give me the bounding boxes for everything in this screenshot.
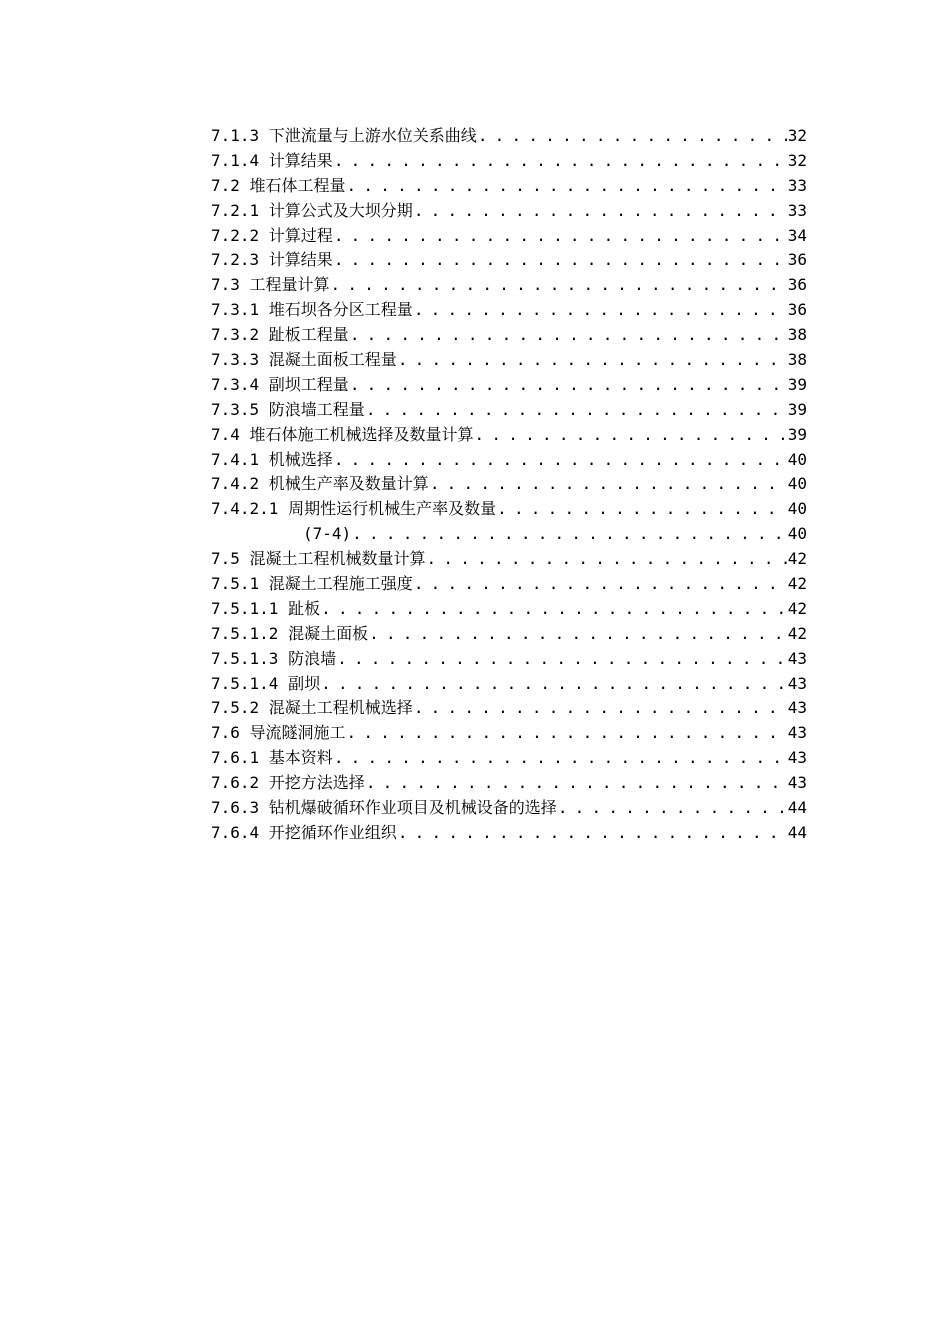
toc-entry[interactable] [211,522,807,547]
toc-page-number: 32 [787,126,807,145]
toc-entry[interactable] [211,224,807,249]
toc-page-number: 39 [787,374,807,394]
toc-dot-leader [347,174,787,199]
toc-entry[interactable] [211,572,807,597]
toc-page-number: 42 [787,623,807,643]
toc-page-number: 33 [787,175,807,195]
toc-dot-leader [334,746,787,771]
toc-entry-label: 7.1.4 计算结果 [211,150,333,170]
toc-entry[interactable] [211,796,807,821]
toc-entry[interactable] [211,821,807,846]
toc-entry[interactable] [211,497,807,522]
toc-page-number: 44 [787,822,807,842]
toc-entry-label: 7.4.2 机械生产率及数量计算 [211,474,429,494]
toc-page-number: 40 [787,474,807,494]
toc-page-number: 43 [787,648,807,668]
toc-entry-label: 7.2.1 计算公式及大坝分期 [211,200,413,220]
toc-page-number: 43 [787,673,807,693]
toc-page-number: 33 [787,200,807,220]
toc-entry-label: 7.2 堆石体工程量 [211,175,346,195]
toc-entry[interactable] [211,647,807,672]
toc-entry-label: 7.3.5 防浪墙工程量 [211,399,365,419]
toc-page-number: 43 [787,773,807,793]
toc-dot-leader [347,721,787,746]
toc-entry-label: 7.6 导流隧洞施工 [211,723,346,743]
toc-dot-leader [350,373,787,398]
toc-entry[interactable] [211,348,807,373]
toc-entry[interactable] [211,199,807,224]
toc-entry-label: 7.5.1 混凝土工程施工强度 [211,574,413,594]
toc-page-number: 36 [787,300,807,320]
toc-page-number: 42 [787,549,807,569]
toc-page-number: 44 [787,798,807,818]
toc-entry-label: 7.3 工程量计算 [211,275,330,295]
toc-entry-label: 7.5 混凝土工程机械数量计算 [211,549,426,569]
toc-dot-leader [321,672,787,697]
toc-dot-leader [350,323,787,348]
toc-entry-label: 7.5.1.2 混凝土面板 [211,623,369,643]
toc-dot-leader [334,448,787,473]
toc-page-number: 38 [787,325,807,345]
toc-dot-leader [334,248,787,273]
toc-entry[interactable] [211,746,807,771]
toc-entry-label: 7.6.1 基本资料 [211,748,333,768]
toc-entry-label: 7.3.3 混凝土面板工程量 [211,350,397,370]
toc-dot-leader [334,149,787,174]
toc-dot-leader [334,224,787,249]
toc-entry[interactable] [211,124,807,149]
toc-entry[interactable] [211,373,807,398]
toc-entry-label: 7.3.4 副坝工程量 [211,374,349,394]
toc-page-number: 43 [787,723,807,743]
toc-entry-label: 7.2.3 计算结果 [211,250,333,270]
toc-dot-leader [321,597,787,622]
toc-page-number: 38 [787,350,807,370]
toc-entry-label: 7.5.1.1 趾板 [211,598,321,618]
toc-entry[interactable] [211,448,807,473]
toc-page-number: 43 [787,698,807,718]
toc-entry-label: 7.5.1.4 副坝 [211,673,321,693]
toc-dot-leader [414,696,787,721]
toc-entry[interactable] [211,423,807,448]
toc-page-number: 42 [787,574,807,594]
toc-page-number: 39 [787,399,807,419]
toc-entry[interactable] [211,696,807,721]
toc-page-number: 36 [787,250,807,270]
toc-dot-leader [558,796,787,821]
toc-entry[interactable] [211,174,807,199]
toc-entry-label: 7.1.3 下泄流量与上游水位关系曲线 [211,126,477,145]
toc-page-number: 36 [787,275,807,295]
toc-entry[interactable] [211,721,807,746]
toc-entry-label: 7.3.2 趾板工程量 [211,325,349,345]
toc-entry[interactable] [211,323,807,348]
toc-entry-label: 7.6.2 开挖方法选择 [211,773,365,793]
table-of-contents [211,124,807,846]
toc-entry[interactable] [211,298,807,323]
toc-dot-leader [337,647,787,672]
toc-entry-label: 7.5.1.3 防浪墙 [211,648,337,668]
toc-dot-leader [414,572,787,597]
toc-entry[interactable] [211,672,807,697]
toc-dot-leader [497,497,787,522]
toc-dot-leader [331,273,787,298]
toc-page-number: 43 [787,748,807,768]
toc-entry[interactable] [211,771,807,796]
toc-page-number: 42 [787,598,807,618]
toc-entry[interactable] [211,597,807,622]
toc-entry-label: 7.2.2 计算过程 [211,225,333,245]
toc-dot-leader [352,522,787,547]
toc-page-number: 40 [787,524,807,544]
toc-entry-label: 7.6.4 开挖循环作业组织 [211,822,397,842]
toc-page-number: 32 [787,150,807,170]
toc-page-number: 40 [787,499,807,519]
toc-dot-leader [366,398,787,423]
toc-dot-leader [369,622,787,647]
toc-entry[interactable] [211,547,807,572]
toc-entry[interactable] [211,149,807,174]
toc-entry-label: 7.4.1 机械选择 [211,449,333,469]
toc-entry[interactable] [211,472,807,497]
toc-dot-leader [430,472,787,497]
toc-entry[interactable] [211,398,807,423]
toc-page-number: 34 [787,225,807,245]
toc-entry-label: (7-4) [303,524,352,544]
toc-dot-leader [366,771,787,796]
toc-dot-leader [414,199,787,224]
toc-dot-leader [475,423,787,448]
toc-entry[interactable] [211,622,807,647]
toc-entry-label: 7.5.2 混凝土工程机械选择 [211,698,413,718]
toc-page-number: 39 [787,424,807,444]
toc-dot-leader [478,124,787,149]
toc-dot-leader [427,547,787,572]
toc-entry-label: 7.3.1 堆石坝各分区工程量 [211,300,413,320]
toc-dot-leader [414,298,787,323]
toc-page-number: 40 [787,449,807,469]
toc-dot-leader [398,348,787,373]
toc-entry-label: 7.4 堆石体施工机械选择及数量计算 [211,424,474,444]
toc-entry-label: 7.6.3 钻机爆破循环作业项目及机械设备的选择 [211,798,557,818]
toc-entry-label: 7.4.2.1 周期性运行机械生产率及数量 [211,499,497,519]
toc-entry[interactable] [211,273,807,298]
toc-dot-leader [398,821,787,846]
toc-entry[interactable] [211,248,807,273]
